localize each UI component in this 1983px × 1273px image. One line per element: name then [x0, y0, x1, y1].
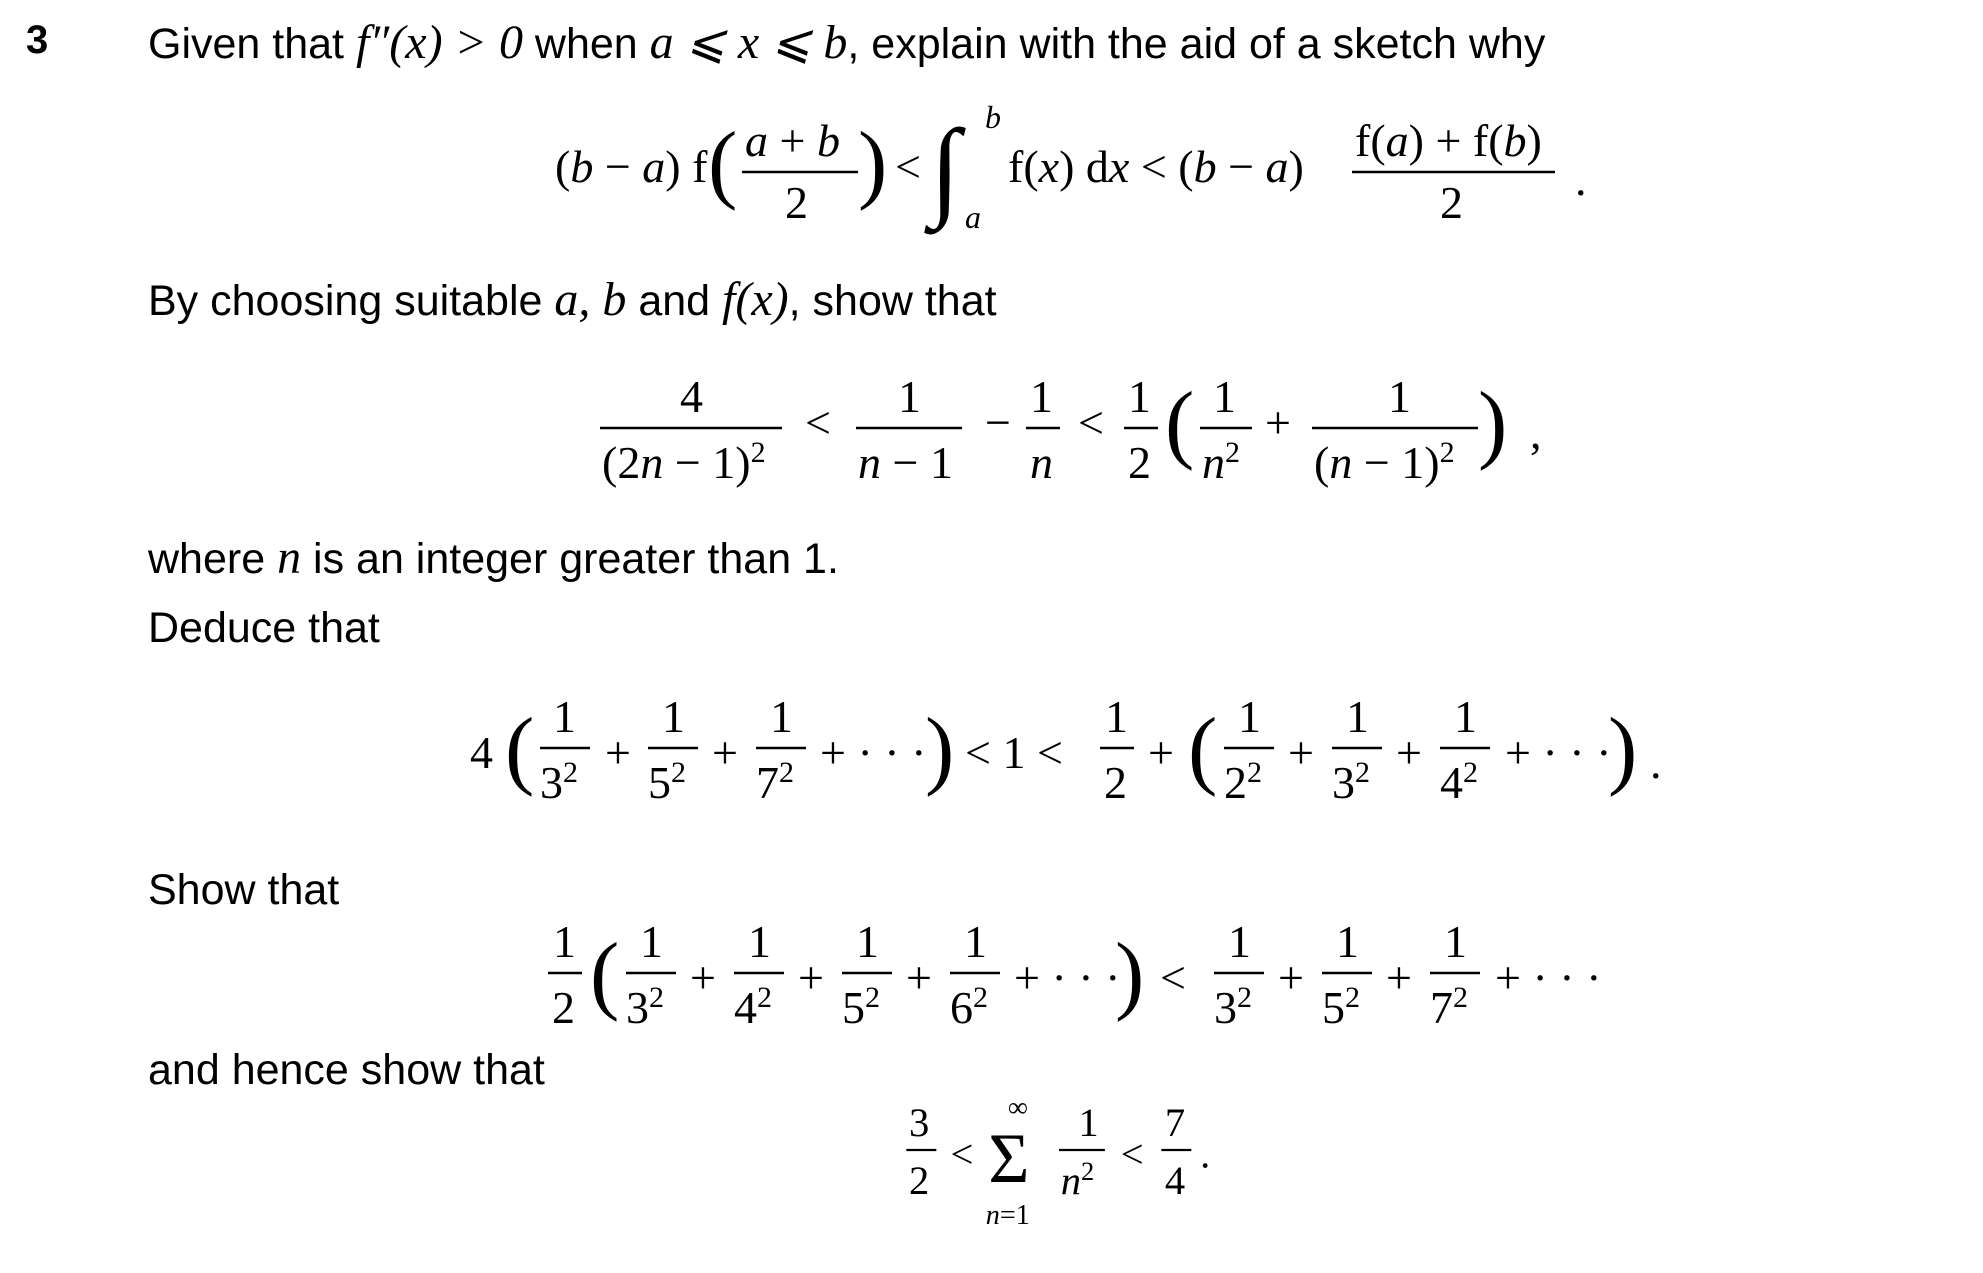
svg-text:+ · · ·: + · · ·	[820, 727, 927, 778]
show-that-line: Show that	[148, 866, 340, 914]
svg-text:): )	[1478, 375, 1508, 472]
svg-text:72: $7^2$	[756, 756, 794, 808]
inequality-integral	[0, 100, 1983, 250]
svg-text:2: 2	[785, 177, 808, 228]
svg-text:+: +	[712, 727, 738, 778]
svg-text:1: 1	[1346, 691, 1369, 742]
svg-text:+ · · ·: + · · ·	[1495, 952, 1602, 1003]
svg-text:Σ: Σ	[988, 1119, 1030, 1198]
svg-text:4: 4	[680, 371, 703, 422]
svg-text:42: $4^2$	[1440, 756, 1478, 808]
svg-text:1: 1	[1030, 371, 1053, 422]
func-fx: f(x)	[722, 273, 789, 326]
svg-text:a: a	[965, 199, 981, 235]
svg-text:n − 1: n − 1	[858, 437, 953, 488]
svg-text:∞: ∞	[1007, 1092, 1028, 1124]
svg-text:1: 1	[1078, 1099, 1099, 1145]
vars-ab: a, b	[554, 273, 627, 326]
svg-text:1: 1	[553, 916, 576, 967]
condition-math: f″(x) > 0	[355, 16, 523, 69]
svg-text:+: +	[1288, 727, 1314, 778]
svg-text:+: +	[1265, 397, 1291, 448]
svg-text:(: (	[505, 701, 535, 798]
svg-text:(: (	[1188, 701, 1218, 798]
svg-text:1: 1	[1388, 371, 1411, 422]
svg-text:2: 2	[552, 982, 575, 1033]
svg-text:+ · · ·: + · · ·	[1505, 727, 1612, 778]
svg-text:2: 2	[1440, 177, 1463, 228]
svg-text:4: 4	[470, 727, 493, 778]
svg-text:1: 1	[662, 691, 685, 742]
svg-text:2: 2	[1128, 437, 1151, 488]
svg-text:+: +	[906, 952, 932, 1003]
svg-text:): )	[925, 701, 955, 798]
svg-text:<: <	[1120, 1131, 1144, 1177]
svg-text:42: $4^2$	[734, 981, 772, 1033]
svg-text:1: 1	[770, 691, 793, 742]
deduce-line: Deduce that	[148, 604, 380, 652]
choose-prefix: By choosing suitable	[148, 277, 543, 325]
svg-text:−: −	[985, 397, 1011, 448]
where-suffix: is an integer greater than 1.	[313, 535, 839, 583]
svg-text:52: $5^2$	[1322, 981, 1360, 1033]
choose-and: and	[638, 277, 711, 325]
svg-text:∫: ∫	[930, 107, 961, 229]
svg-text:<: <	[1160, 952, 1186, 1003]
svg-text:): )	[1608, 701, 1638, 798]
svg-text:1: 1	[553, 691, 576, 742]
svg-text:1: 1	[898, 371, 921, 422]
svg-text:<: <	[895, 141, 921, 192]
svg-text:+: +	[1386, 952, 1412, 1003]
svg-text:(: (	[1165, 375, 1195, 472]
svg-text:1: 1	[748, 916, 771, 967]
svg-text:<: <	[1078, 397, 1104, 448]
question-number: 3	[26, 18, 49, 62]
intro-prefix: Given that	[148, 20, 344, 68]
svg-text:2: 2	[909, 1158, 930, 1204]
svg-text:+: +	[1278, 952, 1304, 1003]
svg-text:1: 1	[1238, 691, 1261, 742]
svg-text:1: 1	[964, 916, 987, 967]
svg-text:4: 4	[1164, 1158, 1186, 1204]
svg-text:f(a) + f(b): f(a) + f(b)	[1355, 115, 1542, 166]
svg-text:n2: $n^2$	[1202, 436, 1240, 488]
svg-text:n2: $n^2$	[1060, 1156, 1095, 1204]
svg-text:32: $3^2$	[626, 981, 664, 1033]
svg-text:72: $7^2$	[1430, 981, 1468, 1033]
svg-text:<: <	[950, 1131, 974, 1177]
svg-text:n: n	[1030, 437, 1053, 488]
intro-suffix: , explain with the aid of a sketch why	[847, 20, 1546, 68]
inequality-half	[0, 905, 1983, 1055]
svg-text:3: 3	[909, 1099, 930, 1145]
choose-suffix: , show that	[788, 277, 997, 325]
svg-text:1: 1	[1228, 916, 1251, 967]
svg-text:32: $3^2$	[1214, 981, 1252, 1033]
svg-text:): )	[858, 115, 888, 212]
svg-text:+: +	[605, 727, 631, 778]
svg-text:.: .	[1650, 737, 1662, 788]
svg-text:f(x) dx < (b − a): f(x) dx < (b − a)	[1008, 141, 1304, 192]
svg-text:(b − a) f: (b − a) f	[555, 141, 708, 192]
where-prefix: where	[148, 535, 266, 583]
where-line	[148, 530, 839, 585]
intro-line	[148, 14, 1545, 70]
svg-text:<: <	[805, 397, 831, 448]
svg-text:1: 1	[640, 916, 663, 967]
hence-line: and hence show that	[148, 1046, 545, 1094]
svg-text:.: .	[1575, 154, 1587, 205]
svg-text:1: 1	[1128, 371, 1151, 422]
svg-text:1: 1	[1454, 691, 1477, 742]
svg-text:(: (	[590, 926, 620, 1023]
inequality-n	[0, 360, 1983, 510]
svg-text:a + b: a + b	[745, 115, 840, 166]
svg-text:1: 1	[856, 916, 879, 967]
svg-text:+: +	[798, 952, 824, 1003]
svg-text:52: $5^2$	[842, 981, 880, 1033]
svg-text:32: $3^2$	[1332, 756, 1370, 808]
svg-text:(n − 1)2: $(n - 1)^2$	[1314, 436, 1455, 488]
svg-text:+: +	[1148, 727, 1174, 778]
svg-text:1: 1	[1105, 691, 1128, 742]
inequality-sum	[0, 1090, 1983, 1240]
svg-text:1: 1	[1444, 916, 1467, 967]
choose-line	[148, 272, 997, 327]
svg-text:< 1 <: < 1 <	[965, 727, 1063, 778]
svg-text:2: 2	[1104, 757, 1127, 808]
svg-text:22: $2^2$	[1224, 756, 1262, 808]
svg-text:+ · · ·: + · · ·	[1014, 952, 1121, 1003]
svg-text:52: $5^2$	[648, 756, 686, 808]
svg-text:n=1: n=1	[985, 1200, 1030, 1232]
inequality-series	[0, 680, 1983, 830]
svg-text:,: ,	[1530, 407, 1542, 458]
svg-text:(: (	[708, 115, 738, 212]
svg-text:b: b	[985, 100, 1001, 135]
intro-when: when	[534, 20, 638, 68]
svg-text:62: $6^2$	[950, 981, 988, 1033]
svg-text:+: +	[690, 952, 716, 1003]
svg-text:.: .	[1200, 1131, 1211, 1177]
svg-text:1: 1	[1213, 371, 1236, 422]
n-var: n	[277, 531, 302, 584]
svg-text:32: $3^2$	[540, 756, 578, 808]
svg-text:+: +	[1396, 727, 1422, 778]
range-math: a ⩽ x ⩽ b	[649, 16, 848, 69]
svg-text:): )	[1115, 926, 1145, 1023]
svg-text:1: 1	[1336, 916, 1359, 967]
svg-text:7: 7	[1164, 1099, 1186, 1145]
svg-text:(2n − 1)2: $(2n - 1)^2$	[602, 436, 766, 488]
